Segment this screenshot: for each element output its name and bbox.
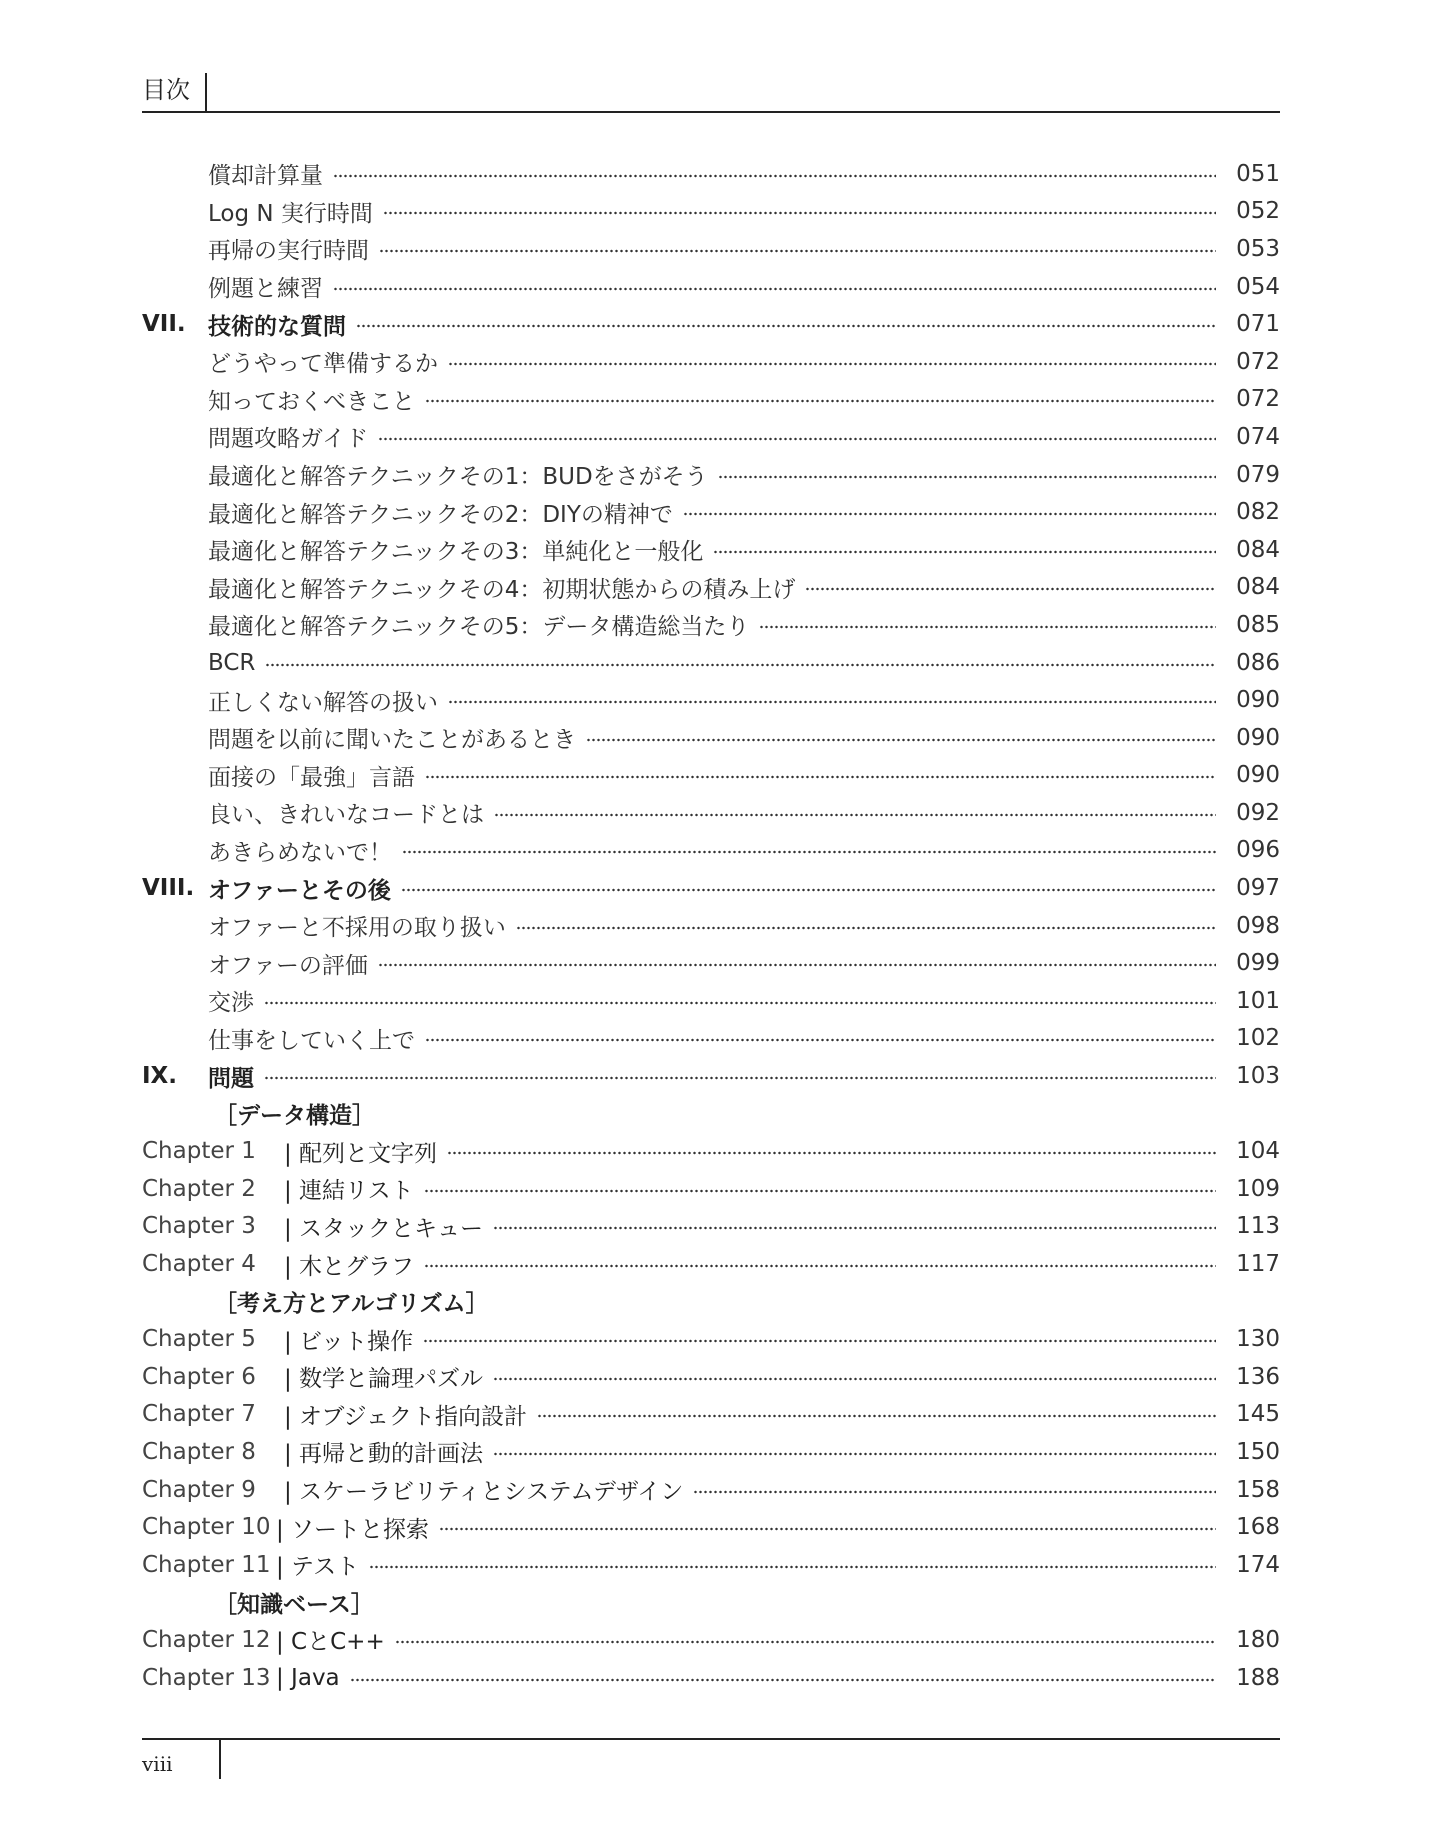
toc-chapter-entry	[142, 1245, 1280, 1283]
toc-entry	[142, 418, 1280, 456]
toc-chapter-entry	[142, 1621, 1280, 1659]
entry-title: 最適化と解答テクニックその1：BUDをさがそう	[208, 464, 708, 491]
page-ref: 074	[1236, 423, 1280, 450]
entry-title: BCR	[208, 649, 256, 676]
entry-title: 仕事をしていく上で	[208, 1027, 415, 1054]
toc-part-entry	[142, 1057, 1280, 1095]
page-ref: 084	[1236, 574, 1280, 601]
dot-leader	[713, 550, 1216, 554]
entry-title: オファーと不採用の取り扱い	[208, 915, 506, 942]
dot-leader	[493, 1452, 1216, 1456]
page-ref: 072	[1236, 348, 1280, 375]
toc-entry	[142, 268, 1280, 306]
chapter-title: | ソートと探索	[276, 1516, 430, 1543]
footer-rule	[142, 1738, 1280, 1740]
page-ref: 136	[1236, 1363, 1280, 1390]
dot-leader	[718, 475, 1216, 479]
toc-entry	[142, 644, 1280, 682]
entry-title: どうやって準備するか	[208, 351, 438, 378]
chapter-number: Chapter 10	[142, 1514, 271, 1541]
dot-leader	[383, 211, 1216, 215]
page-ref: 168	[1236, 1514, 1280, 1541]
dot-leader	[516, 926, 1216, 930]
page-ref: 071	[1236, 311, 1280, 338]
entry-title: 最適化と解答テクニックその5：データ構造総当たり	[208, 614, 750, 641]
page-ref: 086	[1236, 649, 1280, 676]
header-rule	[142, 111, 1280, 113]
page-ref: 099	[1236, 950, 1280, 977]
toc-chapter-entry	[142, 1132, 1280, 1170]
dot-leader	[350, 1678, 1216, 1682]
chapter-number: Chapter 11	[142, 1551, 271, 1578]
part-number: VII.	[142, 311, 186, 338]
page-ref: 097	[1236, 875, 1280, 902]
page-ref: 158	[1236, 1476, 1280, 1503]
footer-divider	[219, 1739, 221, 1779]
page-ref: 051	[1236, 160, 1280, 187]
toc-chapter-entry	[142, 1358, 1280, 1396]
entry-title: 知っておくべきこと	[208, 388, 415, 415]
toc-part-entry	[142, 869, 1280, 907]
entry-title: Log N 実行時間	[208, 200, 373, 227]
page-ref: 053	[1236, 235, 1280, 262]
chapter-title: | 数学と論理パズル	[284, 1366, 484, 1393]
page-ref: 079	[1236, 461, 1280, 488]
chapter-title: | 再帰と動的計画法	[284, 1441, 484, 1468]
chapter-title: | スケーラビリティとシステムデザイン	[284, 1479, 684, 1506]
part-number: IX.	[142, 1063, 178, 1090]
part-number: VIII.	[142, 875, 195, 902]
dot-leader	[448, 700, 1216, 704]
entry-title: あきらめないで！	[208, 839, 392, 866]
toc-entry	[142, 230, 1280, 268]
toc-entry	[142, 381, 1280, 419]
toc-entry	[142, 719, 1280, 757]
entry-title: 良い、きれいなコードとは	[208, 802, 484, 829]
page-ref: 117	[1236, 1251, 1280, 1278]
dot-leader	[378, 437, 1216, 441]
toc-chapter-entry	[142, 1508, 1280, 1546]
entry-title: 最適化と解答テクニックその4：初期状態からの積み上げ	[208, 576, 796, 603]
dot-leader	[401, 888, 1216, 892]
page-ref: 072	[1236, 386, 1280, 413]
toc-chapter-entry	[142, 1471, 1280, 1509]
chapter-number: Chapter 5	[142, 1326, 256, 1353]
dot-leader	[537, 1414, 1216, 1418]
page-ref: 130	[1236, 1326, 1280, 1353]
toc-entry	[142, 606, 1280, 644]
toc-entry	[142, 832, 1280, 870]
chapter-title: | スタックとキュー	[284, 1215, 484, 1242]
chapter-title: | オブジェクト指向設計	[284, 1403, 527, 1430]
chapter-number: Chapter 1	[142, 1138, 256, 1165]
chapter-number: Chapter 12	[142, 1626, 271, 1653]
entry-title: 再帰の実行時間	[208, 238, 369, 265]
page-ref: 090	[1236, 762, 1280, 789]
dot-leader	[683, 512, 1216, 516]
dot-leader	[423, 1339, 1216, 1343]
toc-entry	[142, 155, 1280, 193]
page-ref: 085	[1236, 611, 1280, 638]
dot-leader	[425, 399, 1216, 403]
page-ref: 084	[1236, 536, 1280, 563]
dot-leader	[494, 813, 1216, 817]
table-of-contents	[142, 155, 1280, 1696]
page-ref: 102	[1236, 1025, 1280, 1052]
dot-leader	[805, 587, 1216, 591]
chapter-title: | 連結リスト	[284, 1178, 414, 1205]
toc-entry	[142, 982, 1280, 1020]
dot-leader	[395, 1640, 1216, 1644]
dot-leader	[265, 663, 1216, 667]
entry-title: 交渉	[208, 990, 254, 1017]
chapter-number: Chapter 2	[142, 1175, 256, 1202]
toc-section-heading	[142, 1283, 1280, 1321]
toc-entry	[142, 343, 1280, 381]
chapter-title: | ビット操作	[284, 1328, 414, 1355]
toc-section-heading	[142, 1584, 1280, 1622]
toc-chapter-entry	[142, 1396, 1280, 1434]
page-ref: 090	[1236, 687, 1280, 714]
dot-leader	[402, 850, 1216, 854]
entry-title: 問題を以前に聞いたことがあるとき	[208, 727, 576, 754]
page-ref: 174	[1236, 1551, 1280, 1578]
page-number: viii	[142, 1752, 173, 1776]
section-heading-label: ［データ構造］	[214, 1103, 375, 1130]
page-ref: 109	[1236, 1175, 1280, 1202]
page-title: 目次	[142, 76, 190, 104]
chapter-title: | 木とグラフ	[284, 1253, 415, 1280]
page-ref: 101	[1236, 987, 1280, 1014]
toc-chapter-entry	[142, 1433, 1280, 1471]
dot-leader	[448, 362, 1216, 366]
dot-leader	[378, 963, 1216, 967]
toc-chapter-entry	[142, 1546, 1280, 1584]
toc-entry	[142, 1020, 1280, 1058]
dot-leader	[759, 625, 1216, 629]
dot-leader	[586, 738, 1216, 742]
dot-leader	[369, 1565, 1216, 1569]
page-ref: 092	[1236, 799, 1280, 826]
page-ref: 113	[1236, 1213, 1280, 1240]
dot-leader	[493, 1226, 1216, 1230]
part-title: 問題	[208, 1065, 254, 1092]
page-ref: 145	[1236, 1401, 1280, 1428]
toc-entry	[142, 193, 1280, 231]
chapter-title: | CとC++	[276, 1629, 385, 1656]
part-title: 技術的な質問	[208, 313, 346, 340]
dot-leader	[693, 1490, 1216, 1494]
dot-leader	[493, 1377, 1216, 1381]
dot-leader	[333, 174, 1216, 178]
page-ref: 104	[1236, 1138, 1280, 1165]
toc-entry	[142, 944, 1280, 982]
toc-chapter-entry	[142, 1320, 1280, 1358]
section-heading-label: ［考え方とアルゴリズム］	[214, 1291, 489, 1318]
chapter-number: Chapter 3	[142, 1213, 256, 1240]
part-title: オファーとその後	[208, 877, 391, 904]
page-ref: 098	[1236, 912, 1280, 939]
page-ref: 090	[1236, 724, 1280, 751]
dot-leader	[379, 249, 1216, 253]
dot-leader	[264, 1076, 1216, 1080]
chapter-number: Chapter 9	[142, 1476, 256, 1503]
toc-entry	[142, 531, 1280, 569]
page-ref: 096	[1236, 837, 1280, 864]
entry-title: オファーの評価	[208, 952, 368, 979]
toc-section-heading	[142, 1095, 1280, 1133]
toc-entry	[142, 681, 1280, 719]
dot-leader	[333, 287, 1216, 291]
dot-leader	[356, 324, 1216, 328]
dot-leader	[424, 1264, 1216, 1268]
dot-leader	[447, 1151, 1216, 1155]
entry-title: 面接の「最強」言語	[208, 764, 415, 791]
chapter-number: Chapter 8	[142, 1438, 256, 1465]
entry-title: 最適化と解答テクニックその3：単純化と一般化	[208, 539, 704, 566]
entry-title: 問題攻略ガイド	[208, 426, 369, 453]
toc-entry	[142, 456, 1280, 494]
page-ref: 180	[1236, 1626, 1280, 1653]
dot-leader	[264, 1001, 1216, 1005]
toc-entry	[142, 569, 1280, 607]
chapter-number: Chapter 4	[142, 1251, 256, 1278]
chapter-title: | Java	[276, 1664, 340, 1691]
entry-title: 償却計算量	[208, 163, 323, 190]
chapter-number: Chapter 13	[142, 1664, 271, 1691]
toc-chapter-entry	[142, 1659, 1280, 1697]
toc-entry	[142, 907, 1280, 945]
entry-title: 最適化と解答テクニックその2：DIYの精神で	[208, 501, 673, 528]
toc-part-entry	[142, 305, 1280, 343]
section-heading-label: ［知識ベース］	[214, 1591, 374, 1618]
header-divider	[205, 73, 207, 111]
dot-leader	[424, 1189, 1216, 1193]
chapter-title: | テスト	[276, 1554, 360, 1581]
page-ref: 103	[1236, 1063, 1280, 1090]
toc-chapter-entry	[142, 1170, 1280, 1208]
entry-title: 正しくない解答の扱い	[208, 689, 438, 716]
dot-leader	[439, 1527, 1216, 1531]
page-ref: 150	[1236, 1438, 1280, 1465]
chapter-number: Chapter 6	[142, 1363, 256, 1390]
page-ref: 054	[1236, 273, 1280, 300]
dot-leader	[425, 775, 1216, 779]
toc-entry	[142, 493, 1280, 531]
toc-entry	[142, 794, 1280, 832]
page-ref: 052	[1236, 198, 1280, 225]
page-ref: 082	[1236, 499, 1280, 526]
page-ref: 188	[1236, 1664, 1280, 1691]
toc-entry	[142, 757, 1280, 795]
entry-title: 例題と練習	[208, 276, 323, 303]
chapter-title: | 配列と文字列	[284, 1140, 438, 1167]
toc-chapter-entry	[142, 1208, 1280, 1246]
dot-leader	[425, 1038, 1216, 1042]
chapter-number: Chapter 7	[142, 1401, 256, 1428]
